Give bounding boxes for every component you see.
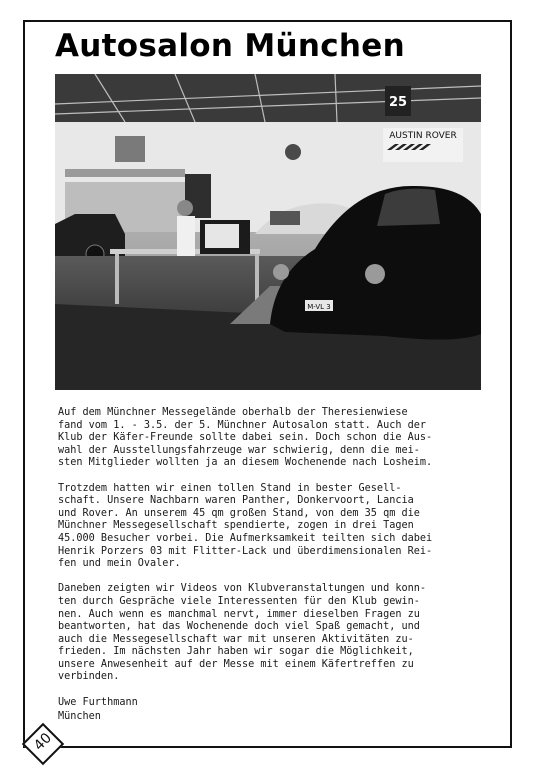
photo-illustration xyxy=(55,74,481,390)
page-number-badge xyxy=(21,722,65,766)
license-plate: M-VL 3 xyxy=(307,303,331,311)
sign-number: 25 xyxy=(388,95,408,110)
paragraph-2: Trotzdem hatten wir einen tollen Stand in bester Gesell- schaft. Unsere Nachbarn waren Panther, Donkervoort, Lancia und Rover. An unserem 45 qm großen Stand, von dem 35 qm die Münchner Messegesellschaft spendierte, zogen in drei Tagen 45.000 Besucher vorbei. Die Aufmerksamkeit teilten sich dabei Henrik Porzers 03 mit Flitter-Lack und überdimensionalen Rei- fen und mein Ovaler. xyxy=(58,482,433,570)
author-city: München xyxy=(58,711,101,723)
author-name: Uwe Furthmann xyxy=(58,696,138,708)
paragraph-3: Daneben zeigten wir Videos von Klubveranstaltungen und konn- ten durch Gespräche viele Interessenten für den Klub gewin- nen. Auch wenn es manchmal nervt, immer dieselben Fragen zu beantworten, hat das Wochenende doch viel Spaß gemacht, und auch die Messegesellschaft war mit unseren Aktivitäten zu- frieden. Im nächsten Jahr haben wir sogar die Möglichkeit, unsere Anwesenheit auf der Messe mit einem Käfertreffen zu verbinden. xyxy=(58,583,427,683)
exhibition-photo xyxy=(55,74,481,390)
sign-brand: AUSTIN ROVER xyxy=(389,131,457,141)
article-title: Autosalon München xyxy=(55,28,405,64)
page-number: 40 xyxy=(31,730,55,754)
paragraph-1: Auf dem Münchner Messegelände oberhalb der Theresienwiese fand vom 1. - 3.5. der 5. Münchner Autosalon statt. Auch der Klub der Käfer-Freunde sollte dabei sein. Doch schon die Aus- wahl der Ausstellungsfahrzeuge war schwierig, denn die mei- sten Mitglieder wollten ja an diesem Wochenende nach Losheim. xyxy=(58,407,433,469)
article-body xyxy=(58,407,490,724)
